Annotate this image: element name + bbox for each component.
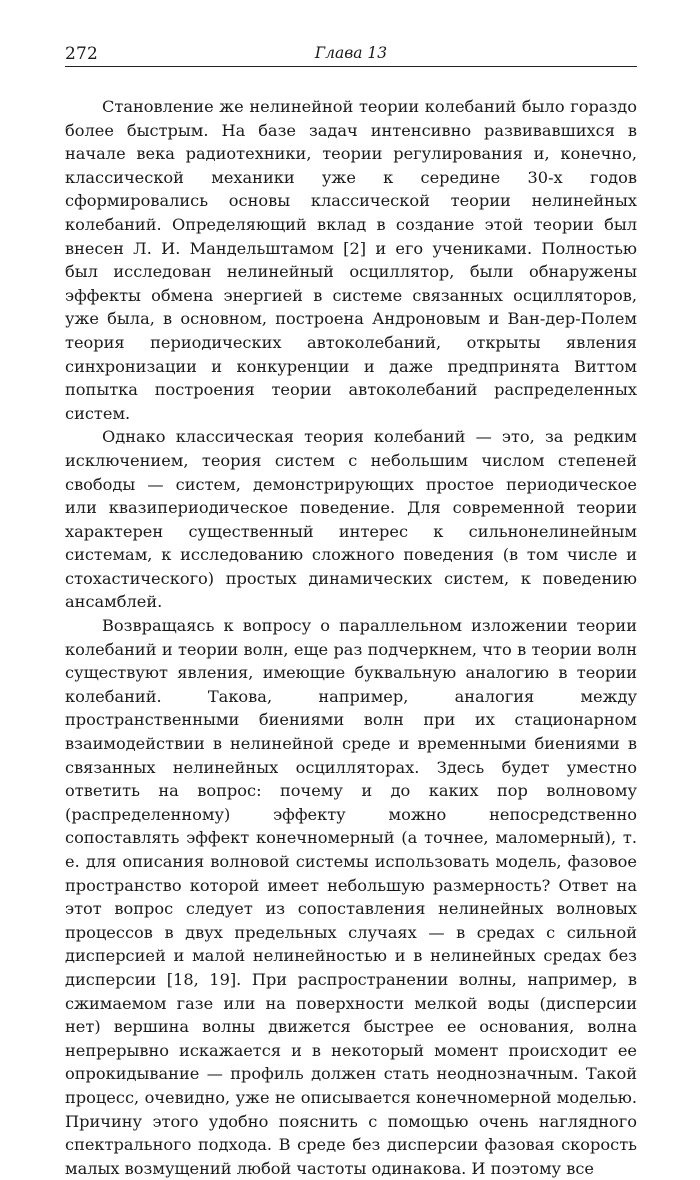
body-text (65, 95, 637, 1180)
page-header (65, 40, 637, 67)
book-page (65, 40, 637, 1180)
paragraph-3: Возвращаясь к вопросу о параллельном изложении теории колебаний и теории волн, еще раз подчеркнем, что в теории волн существуют явления, имеющие буквальную аналогию в теории колебаний. Такова, например, аналогия между пространственными биениями волн при их стационарном взаимодействии в нелинейной среде и временными биениями в связанных нелинейных осцилляторах. Здесь будет уместно ответить на вопрос: почему и до каких пор волновому (распределенному) эффекту можно непосредственно сопоставлять эффект конечномерный (а точнее, маломерный), т. е. для описания волновой системы использовать модель, фазовое пространство которой имеет небольшую размерность? Ответ на этот вопрос следует из сопоставления нелинейных волновых процессов в двух предельных случаях — в средах с сильной дисперсией и малой нелинейностью и в нелинейных средах без дисперсии [18, 19]. При распространении волны, например, в сжимаемом газе или на поверхности мелкой воды (дисперсии нет) вершина волны движется быстрее ее основания, волна непрерывно искажается и в некоторый момент происходит ее опрокидывание — профиль должен стать неоднозначным. Такой процесс, очевидно, уже не описывается конечномерной моделью. Причину этого удобно пояснить с помощью очень наглядного спектрального подхода. В среде без дисперсии фазовая скорость малых возмущений любой частоты одинакова. И поэтому все (65, 616, 637, 1178)
paragraph-2: Однако классическая теория колебаний — это, за редким исключением, теория систем с небольшим числом степеней свободы — систем, демонстрирующих простое периодическое или квазипериодическое поведение. Для современной теории характерен существенный интерес к сильнонелинейным системам, к исследованию сложного поведения (в том числе и стохастического) простых динамических систем, к поведению ансамблей. (65, 427, 637, 612)
paragraph-1: Становление же нелинейной теории колебаний было гораздо более быстрым. На базе задач интенсивно развивавшихся в начале века радиотехники, теории регулирования и, конечно, классической механики уже к середине 30-х годов сформировались основы классической теории нелинейных колебаний. Определяющий вклад в создание этой теории был внесен Л. И. Мандельштамом [2] и его учениками. Полностью был исследован нелинейный осциллятор, были обнаружены эффекты обмена энергией в системе связанных осцилляторов, уже была, в основном, построена Андроновым и Ван-дер-Полем теория периодических автоколебаний, открыты явления синхронизации и конкуренции и даже предпринята Виттом попытка построения теории автоколебаний распределенных систем. (65, 97, 637, 423)
page-number: 272 (65, 44, 99, 64)
chapter-title: Глава 13 (314, 44, 388, 62)
